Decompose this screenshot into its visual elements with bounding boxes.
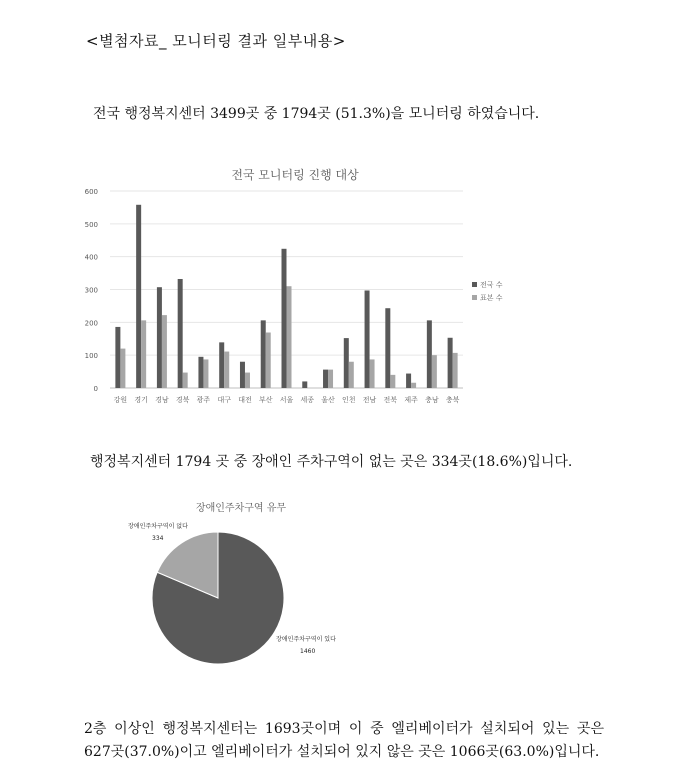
bar-national <box>219 342 224 388</box>
bar-sample <box>183 373 188 388</box>
bar-sample <box>203 359 208 388</box>
bar-sample <box>120 349 125 388</box>
bar-xtick-label: 대구 <box>217 396 231 404</box>
bar-sample <box>411 383 416 388</box>
bar-xtick-label: 울산 <box>321 396 335 404</box>
pie-label-has-parking: 장애인주차구역이 있다 <box>276 636 336 643</box>
bar-national <box>136 205 141 388</box>
bar-xtick-label: 경남 <box>155 396 169 404</box>
pie-chart-title: 장애인주차구역 유무 <box>195 503 287 514</box>
bar-chart <box>78 160 528 415</box>
pie-label-no-parking: 장애인주차구역이 없다 <box>128 523 188 530</box>
bar-ytick-label: 300 <box>84 286 98 295</box>
bar-sample <box>245 373 250 388</box>
bar-national <box>261 320 266 388</box>
bar-sample <box>453 353 458 388</box>
bar-sample <box>266 333 271 388</box>
bar-national <box>115 327 120 388</box>
bar-xtick-label: 경기 <box>134 396 148 404</box>
bar-xtick-label: 세종 <box>300 396 315 404</box>
legend-label: 표본 수 <box>480 294 503 302</box>
legend-swatch <box>472 295 477 300</box>
bar-xtick-label: 충남 <box>425 396 439 404</box>
bar-xtick-label: 전남 <box>362 396 377 404</box>
bar-national <box>302 381 307 388</box>
bar-national <box>385 308 390 388</box>
bar-national <box>448 338 453 388</box>
bar-national <box>240 362 245 388</box>
bar-ytick-label: 400 <box>84 253 98 262</box>
bar-national <box>323 370 328 388</box>
bar-national <box>344 338 349 388</box>
bar-national <box>178 279 183 388</box>
bar-sample <box>432 355 437 388</box>
paragraph-parking-summary: 행정복지센터 1794 곳 중 장애인 주차구역이 없는 곳은 334곳(18.6%)입니다. <box>90 454 573 470</box>
bar-national <box>365 290 370 388</box>
paragraph-elevator-line-1: 2층 이상인 행정복지센터는 1693곳이며 이 중 엘리베이터가 설치되어 있는 곳은 <box>84 721 604 737</box>
paragraph-elevator-line-2: 627곳(37.0%)이고 엘리베이터가 설치되어 있지 않은 곳은 1066곳(63.0%)입니다. <box>84 744 600 760</box>
bar-xtick-label: 강원 <box>113 396 128 404</box>
bar-national <box>427 320 432 388</box>
bar-ytick-label: 0 <box>93 385 98 393</box>
pie-value-no-parking: 334 <box>152 535 164 542</box>
bar-xtick-label: 경북 <box>175 396 190 404</box>
bar-sample <box>141 320 146 388</box>
bar-sample <box>162 315 167 388</box>
pie-chart <box>110 495 370 675</box>
bar-ytick-label: 600 <box>84 188 98 196</box>
pie-value-has-parking: 1460 <box>300 648 316 655</box>
bar-xtick-label: 광주 <box>196 396 211 404</box>
bar-xtick-label: 인천 <box>342 396 356 404</box>
bar-national <box>282 249 287 388</box>
bar-xtick-label: 부산 <box>258 396 273 404</box>
document-title: <별첨자료_ 모니터링 결과 일부내용> <box>86 32 346 50</box>
bar-sample <box>224 352 229 388</box>
bar-national <box>157 287 162 388</box>
bar-national <box>198 357 203 388</box>
bar-xtick-label: 전북 <box>383 396 398 404</box>
bar-sample <box>328 370 333 388</box>
bar-national <box>406 374 411 388</box>
bar-sample <box>349 362 354 388</box>
bar-sample <box>370 359 375 388</box>
bar-xtick-label: 충북 <box>445 396 460 404</box>
bar-xtick-label: 서울 <box>279 396 294 404</box>
bar-sample <box>287 286 292 388</box>
bar-ytick-label: 200 <box>84 319 98 328</box>
paragraph-elevator-summary <box>84 718 604 764</box>
bar-sample <box>390 375 395 388</box>
bar-ytick-label: 500 <box>84 220 98 229</box>
paragraph-monitoring-summary: 전국 행정복지센터 3499곳 중 1794곳 (51.3%)을 모니터링 하였습니다. <box>93 106 540 122</box>
legend-swatch <box>472 282 477 287</box>
bar-chart-title: 전국 모니터링 진행 대상 <box>231 168 359 182</box>
bar-ytick-label: 100 <box>84 352 98 361</box>
legend-label: 전국 수 <box>480 281 503 289</box>
bar-xtick-label: 제주 <box>404 396 418 404</box>
bar-xtick-label: 대전 <box>238 396 252 404</box>
